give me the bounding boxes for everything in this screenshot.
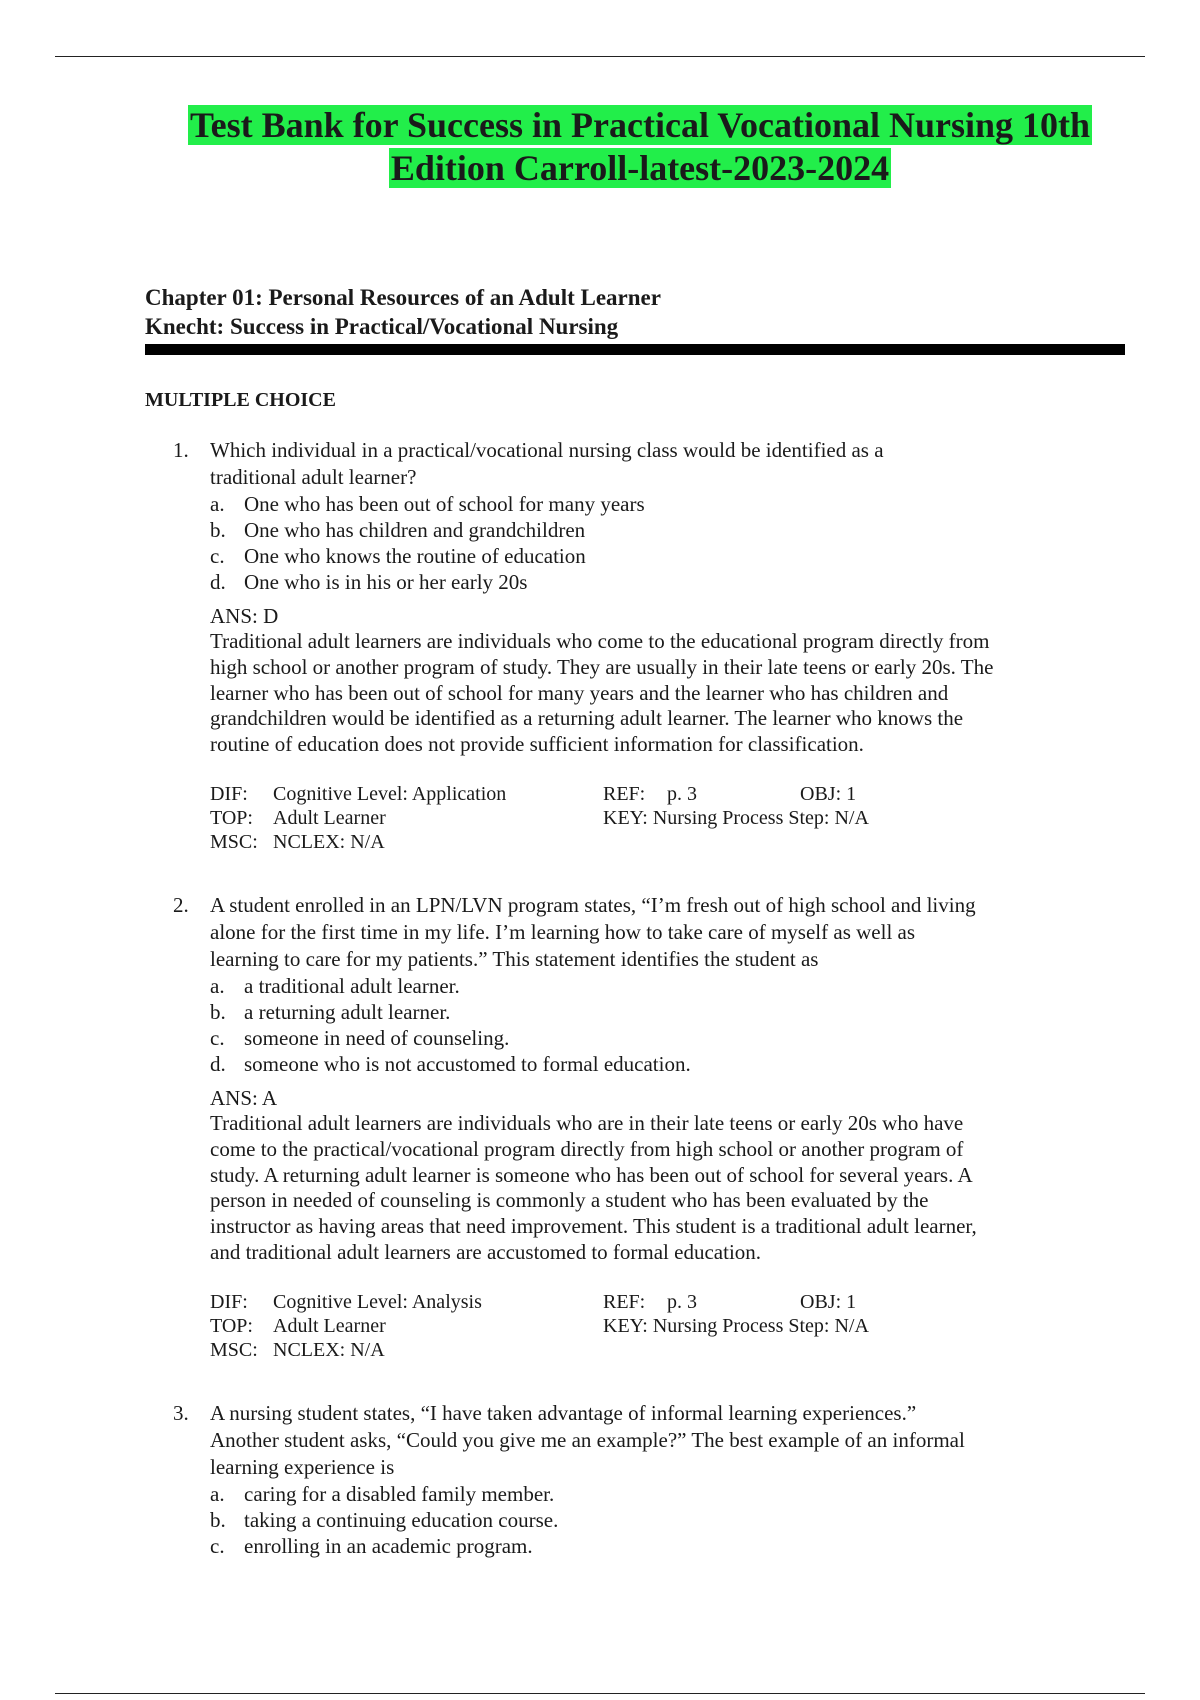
choice-c: c. One who knows the routine of education bbox=[210, 544, 586, 568]
bottom-rule bbox=[55, 1693, 1145, 1694]
title-line-2: Edition Carroll-latest-2023-2024 bbox=[390, 148, 890, 188]
section-label: MULTIPLE CHOICE bbox=[145, 389, 336, 411]
question-3 bbox=[145, 1400, 1125, 1559]
stem-line: Another student asks, “Could you give me an example?” The best example of an informal bbox=[210, 1428, 965, 1452]
title-line-1: Test Bank for Success in Practical Vocational Nursing 10th bbox=[189, 105, 1091, 145]
stem-line: A nursing student states, “I have taken advantage of informal learning experiences.” bbox=[210, 1401, 917, 1425]
meta-top: TOP: Adult Learner bbox=[210, 806, 386, 829]
choice-c: c. enrolling in an academic program. bbox=[210, 1534, 533, 1558]
meta-ref: REF: p. 3 bbox=[603, 782, 697, 805]
choice-c: c. someone in need of counseling. bbox=[210, 1026, 510, 1050]
document-title bbox=[145, 104, 1135, 190]
choice-d: d. One who is in his or her early 20s bbox=[210, 570, 528, 594]
meta-ref: REF: p. 3 bbox=[603, 1290, 697, 1313]
choice-b: b. a returning adult learner. bbox=[210, 1000, 451, 1024]
book-title: Knecht: Success in Practical/Vocational Nursing bbox=[145, 314, 619, 339]
choice-list bbox=[210, 1481, 1125, 1559]
heading-divider bbox=[145, 344, 1125, 355]
answer-key: ANS: A bbox=[210, 1086, 278, 1110]
question-stem bbox=[145, 892, 1125, 973]
question-metadata bbox=[210, 782, 1125, 854]
meta-obj: OBJ: 1 bbox=[800, 782, 857, 805]
meta-dif: DIF: Cognitive Level: Analysis bbox=[210, 1290, 482, 1313]
choice-a: a. caring for a disabled family member. bbox=[210, 1482, 555, 1506]
meta-top: TOP: Adult Learner bbox=[210, 1314, 386, 1337]
choice-list bbox=[210, 491, 1125, 595]
question-number: 3. bbox=[173, 1401, 189, 1425]
choice-b: b. One who has children and grandchildren bbox=[210, 518, 586, 542]
chapter-heading bbox=[145, 283, 661, 341]
meta-key: KEY: Nursing Process Step: N/A bbox=[603, 1314, 869, 1337]
question-2 bbox=[145, 892, 1125, 1362]
choice-a: a. a traditional adult learner. bbox=[210, 974, 460, 998]
meta-obj: OBJ: 1 bbox=[800, 1290, 857, 1313]
rationale: Traditional adult learners are individuals who come to the educational program directly from high school or another program of study. They are usually in their late teens or early 20s. The learner who has been out of school for many years and the learner who has children and grandchildren would be identified as a returning adult learner. The learner who knows the routine of education does not provide sufficient information for classification. bbox=[210, 629, 994, 757]
meta-dif: DIF: Cognitive Level: Application bbox=[210, 782, 507, 805]
stem-line: learning experience is bbox=[210, 1455, 395, 1479]
rationale: Traditional adult learners are individuals who are in their late teens or early 20s who have come to the practical/vocational program directly from high school or another program of study. A returning adult learner is someone who has been out of school for several years. A person in needed of counseling is commonly a student who has been evaluated by the instructor as having areas that need improvement. This student is a traditional adult learner, and traditional adult learners are accustomed to formal education. bbox=[210, 1111, 977, 1264]
choice-b: b. taking a continuing education course. bbox=[210, 1508, 559, 1532]
choice-a: a. One who has been out of school for many years bbox=[210, 492, 645, 516]
chapter-title: Chapter 01: Personal Resources of an Adult Learner bbox=[145, 285, 661, 310]
stem-line: learning to care for my patients.” This statement identifies the student as bbox=[210, 947, 819, 971]
question-number: 1. bbox=[173, 438, 189, 462]
question-stem bbox=[145, 437, 1125, 491]
stem-line: A student enrolled in an LPN/LVN program states, “I’m fresh out of high school and living bbox=[210, 893, 976, 917]
meta-msc: MSC: NCLEX: N/A bbox=[210, 1338, 385, 1361]
top-rule bbox=[55, 56, 1145, 57]
choice-list bbox=[210, 973, 1125, 1077]
question-number: 2. bbox=[173, 893, 189, 917]
meta-msc: MSC: NCLEX: N/A bbox=[210, 830, 385, 853]
answer-key: ANS: D bbox=[210, 604, 279, 628]
question-1 bbox=[145, 437, 1125, 854]
stem-line: Which individual in a practical/vocational nursing class would be identified as a bbox=[210, 438, 884, 462]
question-metadata bbox=[210, 1290, 1125, 1362]
question-stem bbox=[145, 1400, 1125, 1481]
meta-key: KEY: Nursing Process Step: N/A bbox=[603, 806, 869, 829]
choice-d: d. someone who is not accustomed to formal education. bbox=[210, 1052, 691, 1076]
stem-line: traditional adult learner? bbox=[210, 465, 417, 489]
stem-line: alone for the first time in my life. I’m learning how to take care of myself as well as bbox=[210, 920, 916, 944]
